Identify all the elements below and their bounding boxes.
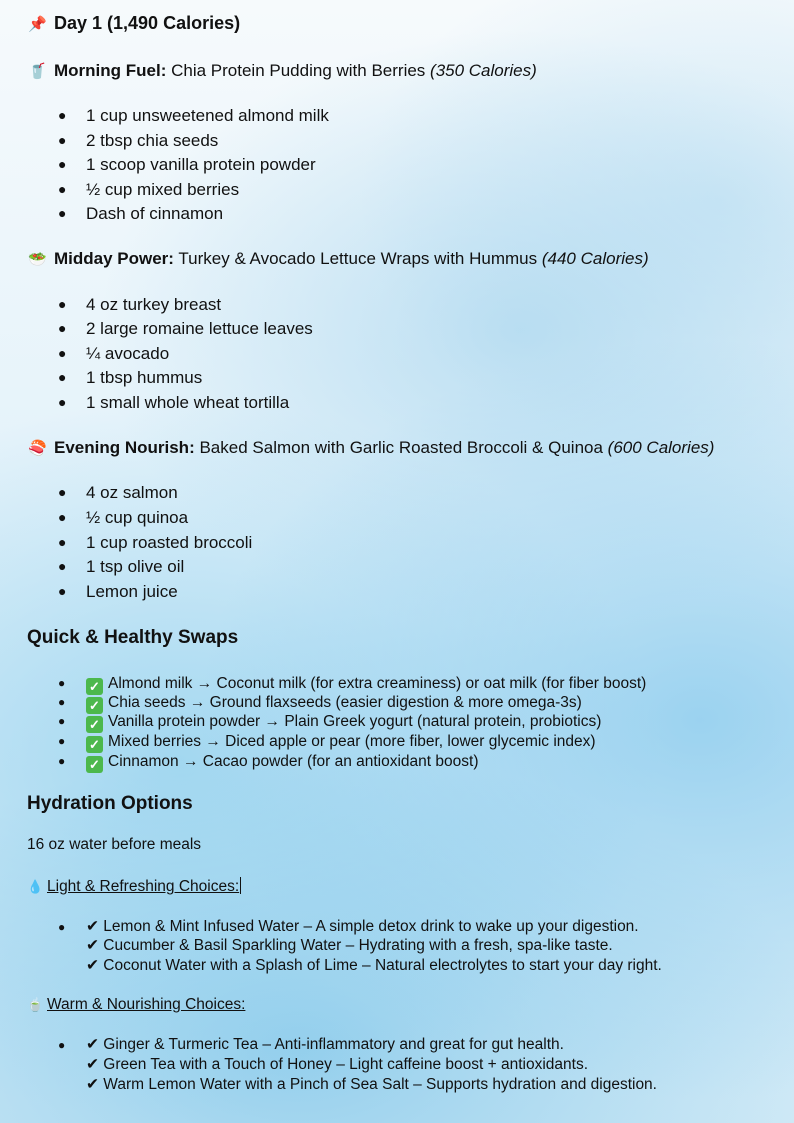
hydration-intro: 16 oz water before meals [27, 836, 202, 853]
list-item: ● Dash of cinnamon [58, 204, 224, 223]
list-item: ● ✓ Vanilla protein powder → Plain Greek yogurt (natural protein, probiotics) [58, 713, 602, 732]
bullet-icon: ● [58, 558, 67, 574]
list-item: ✔ Green Tea with a Touch of Honey – Light caffeine boost + antioxidants. [86, 1056, 588, 1073]
check-mark-icon: ✓ [86, 716, 103, 733]
list-item: ✔ Warm Lemon Water with a Pinch of Sea Salt – Supports hydration and digestion. [86, 1076, 657, 1093]
bullet-icon: ● [58, 695, 66, 709]
list-item: ● Lemon juice [58, 582, 178, 601]
bullet-icon: ● [58, 181, 67, 197]
bullet-icon: ● [58, 1038, 66, 1052]
bullet-icon: ● [58, 754, 66, 768]
bullet-icon: ● [58, 534, 67, 550]
list-item: ● ¼ avocado [58, 344, 170, 363]
meal-name: Chia Protein Pudding with Berries [171, 61, 426, 80]
light-choices-heading: 💧 Light & Refreshing Choices: [27, 878, 240, 895]
bullet-icon: ● [58, 920, 66, 934]
hydration-heading: Hydration Options [27, 793, 193, 814]
list-item: ● ✓ Cinnamon → Cacao powder (for an antioxidant boost) [58, 753, 479, 772]
bullet-icon: ● [58, 583, 67, 599]
check-mark-icon: ✓ [86, 756, 103, 773]
list-item: ● ½ cup mixed berries [58, 180, 240, 199]
bullet-icon: ● [58, 205, 67, 221]
meal-calories: (350 Calories) [430, 61, 537, 80]
bullet-icon: ● [58, 394, 67, 410]
meal-label: Midday Power: [54, 249, 174, 268]
list-item: ● 1 cup roasted broccoli [58, 533, 253, 552]
meal-heading-midday [28, 249, 649, 269]
list-item: ● 1 scoop vanilla protein powder [58, 155, 316, 174]
list-item: ● 1 small whole wheat tortilla [58, 393, 290, 412]
text-cursor [240, 877, 241, 894]
salmon-icon: 🍣 [28, 440, 47, 457]
bullet-icon: ● [58, 345, 67, 361]
list-item: ● 4 oz salmon [58, 483, 178, 502]
bullet-icon: ● [58, 734, 66, 748]
bullet-icon: ● [58, 714, 66, 728]
meal-heading-evening [28, 438, 714, 458]
list-item: ● ✔ Lemon & Mint Infused Water – A simple detox drink to wake up your digestion. [58, 918, 639, 935]
list-item: ● ½ cup quinoa [58, 508, 189, 527]
meal-calories: (600 Calories) [607, 438, 715, 457]
list-item: ✔ Cucumber & Basil Sparkling Water – Hydrating with a fresh, spa-like taste. [86, 937, 613, 954]
bullet-icon: ● [58, 156, 67, 172]
meal-name: Turkey & Avocado Lettuce Wraps with Hummus [178, 249, 538, 268]
list-item: ● ✓ Chia seeds → Ground flaxseeds (easier digestion & more omega-3s) [58, 694, 582, 713]
meal-label: Morning Fuel: [54, 61, 167, 80]
meal-label: Evening Nourish: [54, 438, 195, 457]
salad-icon: 🥗 [28, 251, 47, 268]
list-item: ✔ Coconut Water with a Splash of Lime – Natural electrolytes to start your day right. [86, 957, 662, 974]
pushpin-icon: 📌 [28, 16, 47, 33]
bullet-icon: ● [58, 107, 67, 123]
list-item: ● 1 tsp olive oil [58, 557, 185, 576]
bullet-icon: ● [58, 676, 66, 690]
meal-calories: (440 Calories) [541, 249, 649, 268]
bullet-icon: ● [58, 369, 67, 385]
day-title: Day 1 (1,490 Calories) [54, 13, 241, 33]
water-drop-icon: 💧 [27, 879, 44, 894]
list-item: ● 1 tbsp hummus [58, 368, 203, 387]
meal-heading-morning [28, 61, 537, 81]
meal-name: Baked Salmon with Garlic Roasted Broccoli & Quinoa [199, 438, 603, 457]
check-mark-icon: ✓ [86, 697, 103, 714]
bullet-icon: ● [58, 509, 67, 525]
smoothie-icon: 🥤 [28, 63, 47, 80]
list-item: ● 2 tbsp chia seeds [58, 131, 219, 150]
bullet-icon: ● [58, 320, 67, 336]
list-item: ● 2 large romaine lettuce leaves [58, 319, 313, 338]
day-heading [28, 13, 240, 34]
bullet-icon: ● [58, 132, 67, 148]
list-item: ● ✓ Mixed berries → Diced apple or pear (more fiber, lower glycemic index) [58, 733, 596, 752]
list-item: ● 4 oz turkey breast [58, 295, 222, 314]
check-mark-icon: ✓ [86, 736, 103, 753]
list-item: ● 1 cup unsweetened almond milk [58, 106, 329, 125]
bullet-icon: ● [58, 296, 67, 312]
check-mark-icon: ✓ [86, 678, 103, 695]
warm-choices-heading: 🍵 Warm & Nourishing Choices: [27, 996, 246, 1013]
tea-cup-icon: 🍵 [27, 997, 44, 1012]
swaps-heading: Quick & Healthy Swaps [27, 627, 239, 648]
list-item: ● ✔ Ginger & Turmeric Tea – Anti-inflammatory and great for gut health. [58, 1036, 564, 1053]
bullet-icon: ● [58, 484, 67, 500]
list-item: ● ✓ Almond milk → Coconut milk (for extra creaminess) or oat milk (for fiber boost) [58, 675, 647, 694]
